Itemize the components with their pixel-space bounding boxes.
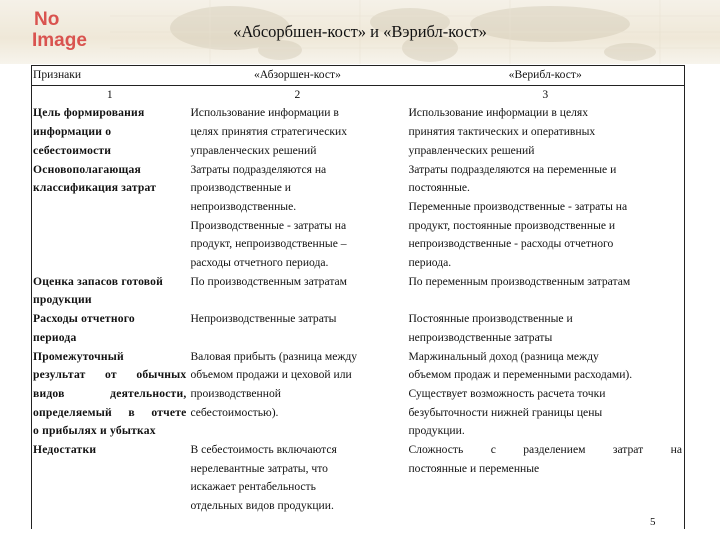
- table-cell-c1: [31, 104, 188, 160]
- header-absorption-text: «Абзоршен-кост»: [254, 68, 341, 81]
- cell-line: По переменным производственным затратам: [408, 274, 631, 288]
- cell-line: Постоянные производственные и: [408, 312, 573, 326]
- cell-line: Расходы отчетного: [33, 312, 135, 326]
- number-cell-1: 1: [106, 87, 113, 101]
- cell-line: постоянные и переменные: [408, 461, 540, 475]
- table-row: [31, 310, 684, 347]
- table-row: [31, 273, 684, 310]
- cell-line: себестоимости: [33, 143, 112, 157]
- cell-line: производственные и: [190, 181, 291, 195]
- cell-line: искажает рентабельность: [190, 480, 316, 494]
- table-cell-c1: [31, 310, 188, 347]
- table-cell-c3: [406, 348, 684, 442]
- cell-line: продукции: [33, 293, 92, 307]
- cell-line: отдельных видов продукции.: [190, 499, 334, 513]
- cell-line: непроизводственные затраты: [408, 330, 553, 344]
- cell-line: Сложность с разделением затрат на: [408, 443, 682, 457]
- placeholder-line2: Image: [32, 30, 87, 51]
- cell-line: периода: [33, 330, 77, 344]
- cell-line: объемом продажи и цеховой или: [190, 368, 352, 382]
- table-cell-c2: [188, 348, 406, 442]
- cell-line: нерелевантные затраты, что: [190, 461, 328, 475]
- cell-line: результат от обычных: [33, 368, 187, 382]
- table-cell-c2: [188, 441, 406, 516]
- page-number: 5: [650, 516, 656, 528]
- table-row: [31, 104, 684, 160]
- cell-line: непроизводственные.: [190, 199, 297, 213]
- table-cell-c3: [406, 104, 684, 160]
- table-cell-c2: [188, 161, 406, 273]
- table-cell-c3: [406, 441, 684, 516]
- header-variable-text: «Верибл-кост»: [508, 68, 582, 81]
- cell-line: объемом продаж и переменными расходами).: [408, 368, 633, 382]
- header-cell-variable: [406, 66, 684, 86]
- cell-line: расходы отчетного периода.: [190, 256, 329, 270]
- cell-line: непроизводственные - расходы отчетного: [408, 237, 614, 251]
- table-cell-c3: [406, 310, 684, 347]
- cell-line: определяемый в отчете: [33, 405, 187, 419]
- cell-line: классификация затрат: [33, 181, 157, 195]
- cell-line: управленческих решений: [408, 143, 535, 157]
- cell-line: безубыточности нижней границы цены: [408, 405, 603, 419]
- cell-line: Маржинальный доход (разница между: [408, 349, 599, 363]
- header-cell-absorption: [188, 66, 406, 86]
- table-cell-c1: [31, 348, 188, 442]
- cell-line: управленческих решений: [190, 143, 317, 157]
- header-cell-criteria: [31, 66, 188, 86]
- cell-line: Использование информации в целях: [408, 106, 588, 120]
- cell-line: целях принятия стратегических: [190, 125, 348, 139]
- cell-line: Промежуточный: [33, 349, 124, 363]
- number-cell-3: 3: [542, 87, 549, 101]
- cell-line: производственной: [190, 386, 281, 400]
- table-number-row: [31, 85, 684, 104]
- cell-line: По производственным затратам: [190, 274, 348, 288]
- placeholder-line1: No: [34, 9, 60, 30]
- table-cell-c1: [31, 441, 188, 516]
- cell-line: Затраты подразделяются на переменные и: [408, 162, 617, 176]
- table-cell-c3: [406, 161, 684, 273]
- table-cell-c1: [31, 273, 188, 310]
- cell-line: Производственные - затраты на: [190, 218, 347, 232]
- cell-line: принятия тактических и оперативных: [408, 125, 596, 139]
- cell-line: Оценка запасов готовой: [33, 274, 164, 288]
- number-cell-2: 2: [294, 87, 301, 101]
- cell-line: видов деятельности,: [33, 386, 187, 400]
- cell-line: Использование информации в: [190, 106, 339, 120]
- cell-line: Затраты подразделяются на: [190, 162, 327, 176]
- cell-line: информации о: [33, 125, 112, 139]
- slide-title: «Абсорбшен-кост» и «Вэрибл-кост»: [233, 22, 487, 41]
- cell-line: о прибылях и убытках: [33, 424, 156, 438]
- cell-line: Существует возможность расчета точки: [408, 386, 606, 400]
- cell-line: продукции.: [408, 424, 465, 438]
- table-cell-c1: [31, 161, 188, 273]
- table-header-row: [31, 66, 684, 86]
- table-cell-c2: [188, 310, 406, 347]
- table-cell-c3: [406, 273, 684, 310]
- cell-line: Основополагающая: [33, 162, 141, 176]
- cell-line: Валовая прибыть (разница между: [190, 349, 358, 363]
- slide-header: [0, 0, 720, 64]
- cell-line: Цель формирования: [33, 106, 145, 120]
- table-cell-c2: [188, 104, 406, 160]
- table-right-border: [684, 65, 685, 529]
- cell-line: постоянные.: [408, 181, 470, 195]
- cell-line: Недостатки: [33, 443, 97, 457]
- table-row: [31, 348, 684, 442]
- cell-line: продукт, постоянные производственные и: [408, 218, 616, 232]
- cell-line: периода.: [408, 256, 452, 270]
- cell-line: Переменные производственные - затраты на: [408, 199, 628, 213]
- comparison-table: [31, 65, 684, 516]
- header-criteria-text: Признаки: [33, 68, 82, 81]
- table-cell-c2: [188, 273, 406, 310]
- table-row: [31, 441, 684, 516]
- cell-line: В себестоимость включаются: [190, 443, 337, 457]
- cell-line: Непроизводственные затраты: [190, 312, 337, 326]
- cell-line: себестоимостью).: [190, 405, 279, 419]
- cell-line: продукт, непроизводственные –: [190, 237, 347, 251]
- table-row: [31, 161, 684, 273]
